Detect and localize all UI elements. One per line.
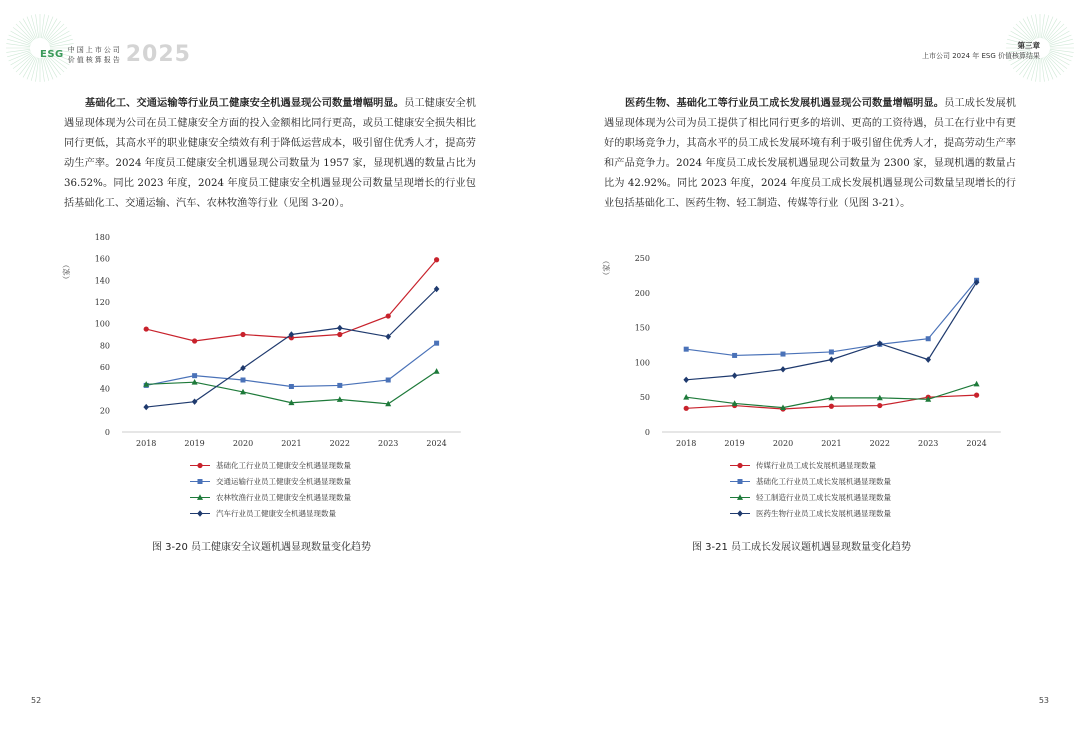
chapter-subtitle: 上市公司 2024 年 ESG 价值核算结果 (921, 52, 1040, 60)
series-line (146, 260, 436, 341)
legend-label: 汽车行业员工健康安全机遇显现数量 (216, 508, 336, 518)
data-point (732, 372, 738, 378)
right-paragraph-lead: 医药生物、基础化工等行业员工成长发展机遇显现公司数量增幅明显。 (625, 98, 945, 109)
data-point (240, 365, 246, 371)
left-paragraph (64, 94, 476, 214)
legend-item (730, 457, 891, 473)
y-tick-label: 20 (99, 406, 110, 416)
report-header (40, 42, 191, 67)
y-tick-label: 100 (634, 358, 650, 368)
legend-item (190, 473, 351, 489)
header-year: 2025 (125, 42, 191, 67)
legend-swatch (730, 509, 750, 517)
legend-label: 基础化工行业员工成长发展机遇显现数量 (756, 476, 891, 486)
data-point (684, 406, 689, 411)
legend-swatch (730, 493, 750, 501)
right-paragraph-body: 员工成长发展机遇显现体现为公司为员工提供了相比同行更多的培训、更高的工资待遇，员工在行业中有更好的职场竞争力，其高水平的员工成长发展环境有利于吸引留住优秀人才，提高劳动生产率和产品竞争力。2024 年度员工成长发展机遇显现公司数量为 2300 家，显现机遇的数量占比为 42.92%。同比 2023 年度，2024 年度员工成长发展机遇显现公司数量呈现增长的行业包括基础化工、医药生物、轻工制造、传媒等行业（见图 3-21）。 (604, 98, 1017, 209)
y-tick-label: 180 (94, 233, 110, 242)
y-tick-label: 120 (94, 298, 110, 307)
legend-swatch (730, 461, 750, 469)
data-point (829, 356, 835, 362)
y-tick-label: 40 (99, 384, 110, 394)
data-point (144, 326, 149, 331)
x-tick-label: 2019 (184, 439, 205, 448)
legend-item (730, 505, 891, 521)
data-point (780, 366, 786, 372)
data-point (781, 352, 786, 357)
y-tick-label: 80 (99, 341, 110, 351)
data-point (337, 325, 343, 331)
x-tick-label: 2020 (232, 439, 254, 448)
y-tick-label: 0 (644, 428, 650, 437)
legend-swatch (190, 477, 210, 485)
chapter-header (922, 41, 1040, 61)
figure-caption-3-21: 图 3-21 员工成长发展议题机遇显现数量变化趋势 (692, 542, 912, 553)
x-tick-label: 2022 (329, 439, 350, 448)
data-point (192, 338, 197, 343)
data-point (684, 347, 689, 352)
legend-item (190, 505, 351, 521)
header-line2: 价值核算报告 (67, 55, 122, 64)
legend-marker (197, 494, 203, 500)
data-point (434, 257, 439, 262)
data-point (683, 394, 689, 400)
legend-label: 基础化工行业员工健康安全机遇显现数量 (216, 460, 351, 470)
series-line (686, 280, 976, 355)
y-tick-label: 100 (94, 319, 110, 329)
y-tick-label: 200 (634, 288, 650, 298)
data-point (386, 313, 391, 318)
right-paragraph (604, 94, 1016, 214)
data-point (192, 373, 197, 378)
data-point (926, 336, 931, 341)
legend-label: 传媒行业员工成长发展机遇显现数量 (756, 460, 876, 470)
series-line (686, 282, 976, 379)
figure-caption-3-20: 图 3-20 员工健康安全议题机遇显现数量变化趋势 (152, 542, 372, 553)
page-number-right: 53 (1038, 696, 1049, 705)
page-number-left: 52 (31, 696, 42, 705)
legend-swatch (190, 493, 210, 501)
chart-career-development (600, 250, 1030, 450)
data-point (974, 381, 980, 387)
legend-marker (737, 494, 743, 500)
esg-label: ESG (40, 49, 64, 60)
data-point (434, 368, 440, 374)
legend-marker (198, 479, 203, 484)
legend-item (190, 489, 351, 505)
data-point (143, 404, 149, 410)
legend-marker (197, 510, 203, 516)
legend-label: 医药生物行业员工成长发展机遇显现数量 (756, 508, 891, 518)
legend-swatch (190, 461, 210, 469)
y-tick-label: 160 (94, 254, 110, 264)
series-group (143, 286, 439, 410)
legend-item (730, 473, 891, 489)
data-point (877, 403, 882, 408)
header-line1: 中国上市公司 (67, 45, 122, 54)
x-tick-label: 2024 (966, 439, 987, 448)
data-point (974, 393, 979, 398)
data-point (732, 353, 737, 358)
data-point (241, 378, 246, 383)
y-tick-label: 0 (104, 428, 110, 437)
legend-health-safety (190, 457, 351, 521)
y-tick-label: 150 (634, 323, 650, 333)
x-tick-label: 2018 (136, 439, 157, 448)
x-tick-label: 2019 (724, 439, 745, 448)
series-group (684, 278, 979, 358)
legend-marker (738, 479, 743, 484)
x-tick-label: 2018 (676, 439, 697, 448)
data-point (683, 377, 689, 383)
legend-swatch (730, 477, 750, 485)
chart-health-safety (60, 228, 490, 448)
y-tick-label: 60 (99, 363, 110, 372)
y-axis-label: （家） (62, 260, 71, 284)
y-tick-label: 50 (639, 393, 650, 403)
legend-label: 轻工制造行业员工成长发展机遇显现数量 (756, 492, 891, 502)
left-paragraph-body: 员工健康安全机遇显现体现为公司在员工健康安全方面的投入金额相比同行更高，或员工健康安全损失相比同行更低，其高水平的职业健康安全绩效有利于降低运营成本，吸引留住优秀人才，提高劳动生产率。2024 年度员工健康安全机遇显现公司数量为 1957 家，显现机遇的数量占比为 36.52%。同比 2023 年度，2024 年度员工健康安全机遇显现公司数量呈现增长的行业包括基础化工、交通运输、汽车、农林牧渔等行业（见图 3-20）。 (64, 98, 477, 209)
data-point (337, 332, 342, 337)
legend-swatch (190, 509, 210, 517)
legend-marker (197, 463, 202, 468)
x-tick-label: 2021 (281, 439, 302, 448)
series-line (146, 343, 436, 386)
data-point (386, 378, 391, 383)
y-tick-label: 140 (94, 276, 110, 286)
x-tick-label: 2024 (426, 439, 447, 448)
right-page (540, 0, 1080, 733)
data-point (192, 398, 198, 404)
data-point (829, 349, 834, 354)
y-axis-label: （家） (602, 256, 611, 280)
y-tick-label: 250 (634, 254, 650, 263)
x-tick-label: 2021 (821, 439, 842, 448)
x-tick-label: 2023 (918, 439, 939, 448)
left-paragraph-lead: 基础化工、交通运输等行业员工健康安全机遇显现公司数量增幅明显。 (85, 98, 405, 109)
x-tick-label: 2023 (378, 439, 399, 448)
data-point (337, 383, 342, 388)
legend-marker (737, 463, 742, 468)
legend-item (730, 489, 891, 505)
chapter-title: 第三章 (1017, 41, 1040, 50)
series-line (146, 289, 436, 407)
data-point (289, 384, 294, 389)
legend-item (190, 457, 351, 473)
legend-label: 农林牧渔行业员工健康安全机遇显现数量 (216, 492, 351, 502)
data-point (434, 341, 439, 346)
data-point (829, 404, 834, 409)
data-point (240, 332, 245, 337)
x-tick-label: 2020 (772, 439, 794, 448)
legend-career-development (730, 457, 891, 521)
x-tick-label: 2022 (869, 439, 890, 448)
series-group (144, 341, 439, 389)
legend-label: 交通运输行业员工健康安全机遇显现数量 (216, 476, 351, 486)
legend-marker (737, 510, 743, 516)
